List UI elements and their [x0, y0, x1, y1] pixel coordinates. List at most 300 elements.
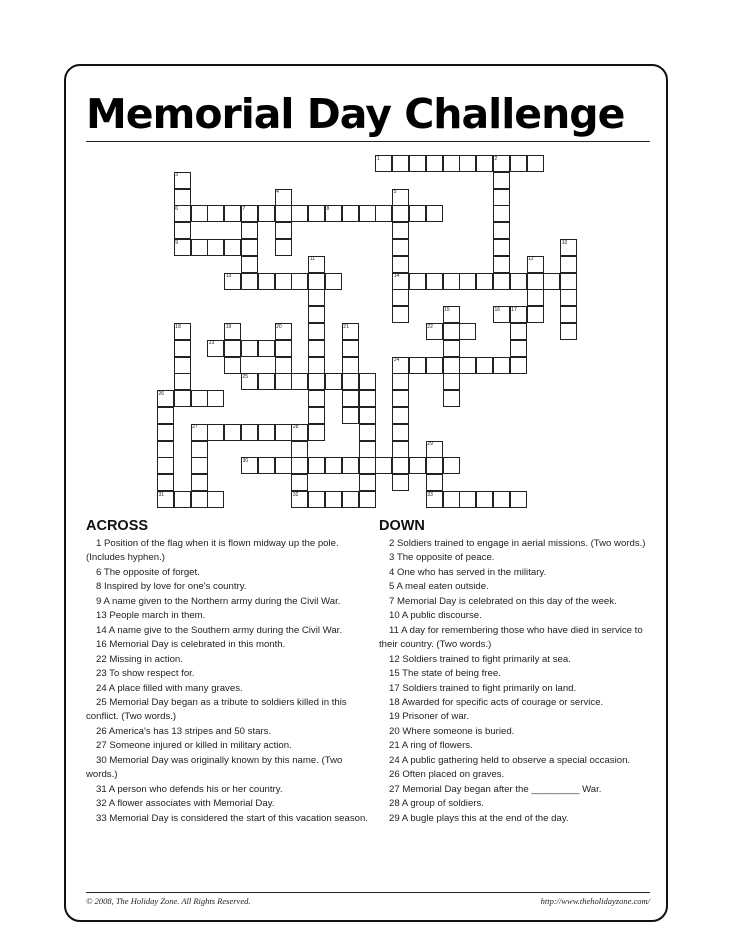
grid-clue-number: 32 [292, 491, 299, 498]
clue-text: Missing in action. [106, 653, 183, 665]
clue-text: The state of being free. [399, 668, 501, 680]
grid-cell [443, 373, 460, 390]
clue-number: 20 [389, 725, 400, 737]
grid-cell [308, 424, 325, 441]
grid-cell [392, 390, 409, 407]
clue-item [379, 797, 655, 811]
grid-clue-number: 2 [494, 155, 498, 162]
clue-number: 23 [96, 668, 107, 680]
grid-cell [527, 155, 544, 172]
grid-cell [359, 424, 376, 441]
grid-cell [342, 407, 359, 424]
grid-cell [291, 474, 308, 491]
grid-clue-number: 16 [494, 306, 501, 313]
grid-cell [510, 491, 527, 508]
clue-number: 32 [96, 798, 107, 810]
grid-cell [207, 491, 224, 508]
grid-cell [241, 273, 258, 290]
grid-cell [493, 205, 510, 222]
clue-text: Position of the flag when it is flown midway up the pole. (Includes hyphen.) [86, 538, 339, 564]
grid-cell [359, 441, 376, 458]
grid-cell [392, 373, 409, 390]
clue-item [379, 595, 655, 609]
clue-item [379, 739, 655, 753]
grid-cell [291, 373, 308, 390]
grid-cell [459, 155, 476, 172]
grid-cell [560, 323, 577, 340]
grid-cell [443, 357, 460, 374]
clue-text: A place filled with many graves. [106, 682, 243, 694]
grid-cell [275, 340, 292, 357]
clue-text: Memorial Day is considered the start of this vacation season. [106, 812, 368, 824]
clue-number: 12 [389, 653, 400, 665]
grid-clue-number: 14 [393, 273, 400, 280]
grid-cell [493, 357, 510, 374]
page-title: Memorial Day Challenge [86, 90, 625, 138]
grid-cell [359, 205, 376, 222]
grid-cell [392, 441, 409, 458]
grid-cell [560, 273, 577, 290]
grid-cell [325, 457, 342, 474]
clue-text: A flower associates with Memorial Day. [106, 798, 275, 810]
clue-item [86, 609, 368, 623]
grid-cell [174, 222, 191, 239]
grid-cell [510, 357, 527, 374]
clue-item [379, 537, 655, 551]
grid-cell [493, 222, 510, 239]
grid-cell [476, 357, 493, 374]
grid-cell [275, 357, 292, 374]
grid-cell [342, 357, 359, 374]
clue-number: 7 [389, 595, 395, 607]
grid-cell [191, 474, 208, 491]
clue-number: 27 [96, 740, 107, 752]
clue-item [379, 783, 655, 797]
grid-cell [510, 340, 527, 357]
grid-cell [308, 373, 325, 390]
grid-cell [392, 457, 409, 474]
grid-cell [342, 491, 359, 508]
grid-cell [392, 222, 409, 239]
grid-cell [157, 424, 174, 441]
clue-text: Soldiers trained to engage in aerial missions. (Two words.) [394, 538, 646, 549]
grid-cell [476, 273, 493, 290]
clue-item [379, 682, 655, 696]
grid-clue-number: 10 [561, 239, 568, 246]
grid-clue-number: 22 [427, 323, 433, 330]
clue-item [86, 739, 368, 753]
clue-number: 33 [96, 812, 107, 824]
clue-item [379, 710, 655, 724]
clue-number: 26 [96, 725, 107, 737]
clue-number: 27 [389, 783, 400, 795]
clue-text: A meal eaten outside. [394, 581, 489, 593]
grid-cell [392, 407, 409, 424]
grid-cell [174, 357, 191, 374]
grid-cell [443, 340, 460, 357]
grid-cell [510, 155, 527, 172]
clue-item [86, 754, 368, 783]
grid-cell [426, 205, 443, 222]
clue-number: 2 [389, 538, 395, 549]
grid-cell [459, 323, 476, 340]
across-heading: ACROSS [86, 518, 149, 534]
clue-number: 21 [389, 740, 400, 752]
grid-clue-number: 24 [393, 357, 400, 364]
grid-cell [291, 457, 308, 474]
grid-cell [325, 273, 342, 290]
clue-number: 29 [389, 812, 400, 824]
clue-number: 6 [96, 566, 102, 578]
grid-cell [392, 256, 409, 273]
grid-cell [426, 155, 443, 172]
grid-cell [510, 323, 527, 340]
clue-text: The opposite of forget. [101, 566, 200, 578]
grid-clue-number: 25 [242, 373, 249, 380]
clue-text: Memorial Day began as a tribute to soldiers killed in this conflict. (Two words.) [86, 696, 347, 723]
clue-number: 3 [389, 552, 395, 564]
clue-item [379, 696, 655, 710]
grid-cell [258, 273, 275, 290]
grid-cell [241, 239, 258, 256]
grid-cell [342, 340, 359, 357]
grid-cell [359, 474, 376, 491]
grid-cell [308, 491, 325, 508]
clue-number: 26 [389, 769, 400, 781]
grid-cell [275, 239, 292, 256]
down-clue-list [379, 537, 655, 826]
grid-cell [476, 491, 493, 508]
grid-cell [308, 273, 325, 290]
grid-cell [493, 172, 510, 189]
grid-cell [224, 205, 241, 222]
clue-text: Soldiers trained to fight primarily at sea. [399, 653, 571, 665]
grid-cell [224, 239, 241, 256]
clue-number: 17 [389, 682, 400, 694]
grid-clue-number: 12 [528, 256, 534, 263]
grid-cell [291, 273, 308, 290]
grid-clue-number: 6 [175, 205, 179, 212]
grid-cell [207, 424, 224, 441]
grid-clue-number: 27 [192, 424, 198, 431]
grid-clue-number: 33 [427, 491, 433, 498]
grid-cell [493, 239, 510, 256]
grid-clue-number: 23 [208, 340, 215, 347]
clue-item [379, 551, 655, 565]
clue-item [86, 725, 368, 739]
clue-item [86, 812, 368, 826]
grid-cell [375, 457, 392, 474]
grid-cell [308, 390, 325, 407]
grid-cell [258, 457, 275, 474]
grid-cell [476, 155, 493, 172]
grid-cell [275, 205, 292, 222]
clue-number: 10 [389, 610, 400, 622]
grid-cell [459, 273, 476, 290]
clue-text: Someone injured or killed in military action. [106, 740, 292, 752]
clue-number: 1 [96, 538, 102, 549]
grid-cell [308, 457, 325, 474]
grid-cell [493, 189, 510, 206]
clue-number: 15 [389, 668, 400, 680]
grid-clue-number: 28 [292, 424, 299, 431]
clue-text: Where someone is buried. [399, 725, 515, 737]
grid-clue-number: 17 [511, 306, 517, 313]
clue-item [86, 580, 368, 594]
clue-text: A ring of flowers. [399, 740, 473, 752]
grid-clue-number: 13 [225, 273, 232, 280]
grid-cell [527, 273, 544, 290]
clue-item [379, 624, 655, 653]
clue-item [86, 595, 368, 609]
grid-cell [443, 457, 460, 474]
grid-clue-number: 30 [242, 457, 249, 464]
grid-cell [560, 289, 577, 306]
clue-number: 25 [96, 696, 107, 708]
grid-cell [325, 373, 342, 390]
grid-cell [157, 441, 174, 458]
copyright-text: © 2008, The Holiday Zone. All Rights Reserved. [86, 896, 251, 906]
grid-cell [258, 340, 275, 357]
grid-cell [392, 239, 409, 256]
grid-cell [493, 273, 510, 290]
grid-cell [459, 491, 476, 508]
grid-cell [207, 239, 224, 256]
clue-number: 31 [96, 783, 107, 795]
grid-clue-number: 26 [158, 390, 165, 397]
grid-cell [493, 491, 510, 508]
grid-cell [241, 340, 258, 357]
grid-cell [426, 357, 443, 374]
footer-divider [86, 892, 650, 893]
grid-cell [409, 457, 426, 474]
grid-cell [224, 424, 241, 441]
grid-cell [157, 407, 174, 424]
grid-clue-number: 15 [444, 306, 450, 313]
grid-clue-number: 31 [158, 491, 165, 498]
title-divider [86, 141, 650, 142]
grid-cell [342, 205, 359, 222]
grid-cell [224, 357, 241, 374]
grid-clue-number: 9 [175, 239, 179, 246]
grid-clue-number: 4 [276, 189, 279, 196]
clue-text: Often placed on graves. [399, 769, 505, 781]
grid-clue-number: 21 [343, 323, 349, 330]
grid-clue-number: 8 [326, 205, 330, 212]
clue-text: Memorial Day is celebrated in this month. [106, 639, 286, 651]
grid-cell [359, 457, 376, 474]
grid-cell [426, 457, 443, 474]
down-heading: DOWN [379, 518, 425, 534]
grid-cell [392, 306, 409, 323]
grid-cell [392, 205, 409, 222]
grid-clue-number: 29 [427, 441, 433, 448]
grid-cell [308, 340, 325, 357]
clue-number: 8 [96, 581, 102, 593]
clue-text: The opposite of peace. [394, 552, 495, 564]
grid-cell [157, 457, 174, 474]
clue-number: 24 [96, 682, 107, 694]
grid-cell [560, 256, 577, 273]
clue-item [379, 609, 655, 623]
clue-text: Memorial Day began after the _________ War. [399, 783, 602, 795]
grid-cell [191, 457, 208, 474]
grid-cell [191, 390, 208, 407]
clue-number: 14 [96, 624, 107, 636]
clue-item [86, 653, 368, 667]
clue-text: A name given to the Northern army during the Civil War. [101, 595, 341, 607]
clue-text: A person who defends his or her country. [106, 783, 283, 795]
grid-cell [459, 357, 476, 374]
clue-text: Inspired by love for one's country. [101, 581, 247, 593]
clue-text: A group of soldiers. [399, 798, 484, 810]
grid-cell [241, 424, 258, 441]
grid-cell [308, 357, 325, 374]
grid-cell [308, 407, 325, 424]
clue-item [379, 725, 655, 739]
grid-cell [359, 373, 376, 390]
grid-cell [308, 289, 325, 306]
clue-item [379, 566, 655, 580]
clue-item [86, 624, 368, 638]
grid-cell [258, 373, 275, 390]
clue-text: A public discourse. [399, 610, 482, 622]
grid-cell [174, 340, 191, 357]
grid-cell [258, 205, 275, 222]
grid-cell [275, 273, 292, 290]
grid-cell [426, 273, 443, 290]
grid-cell [392, 289, 409, 306]
clue-item [379, 754, 655, 768]
clue-text: A bugle plays this at the end of the day. [399, 812, 569, 824]
grid-cell [191, 491, 208, 508]
grid-clue-number: 3 [175, 172, 179, 179]
clue-text: Awarded for specific acts of courage or service. [399, 696, 604, 708]
grid-cell [191, 441, 208, 458]
grid-cell [342, 457, 359, 474]
clue-number: 18 [389, 696, 400, 708]
grid-cell [342, 390, 359, 407]
grid-cell [241, 256, 258, 273]
clue-text: A public gathering held to observe a special occasion. [399, 754, 631, 766]
grid-cell [510, 273, 527, 290]
grid-cell [275, 373, 292, 390]
grid-cell [325, 491, 342, 508]
grid-clue-number: 19 [225, 323, 232, 330]
grid-cell [375, 205, 392, 222]
footer-url: http://www.theholidayzone.com/ [540, 896, 650, 906]
grid-cell [443, 273, 460, 290]
grid-cell [174, 491, 191, 508]
grid-cell [191, 205, 208, 222]
clue-number: 24 [389, 754, 400, 766]
clue-text: Soldiers trained to fight primarily on land. [399, 682, 577, 694]
grid-cell [392, 424, 409, 441]
grid-cell [258, 424, 275, 441]
clue-text: People march in them. [106, 610, 206, 622]
clue-item [86, 682, 368, 696]
grid-cell [359, 390, 376, 407]
down-clues [379, 518, 655, 826]
clue-item [379, 580, 655, 594]
grid-cell [308, 205, 325, 222]
grid-clue-number: 20 [276, 323, 282, 330]
grid-cell [527, 289, 544, 306]
grid-clue-number: 11 [309, 256, 315, 263]
grid-cell [174, 189, 191, 206]
grid-cell [409, 155, 426, 172]
across-clues [86, 518, 368, 826]
grid-cell [409, 273, 426, 290]
clue-text: To show respect for. [106, 668, 195, 680]
grid-cell [527, 306, 544, 323]
clue-text: America's has 13 stripes and 50 stars. [106, 725, 272, 737]
clue-text: Memorial Day was originally known by this name. (Two words.) [86, 754, 343, 781]
grid-cell [359, 407, 376, 424]
clue-item [379, 667, 655, 681]
clue-number: 19 [389, 711, 400, 723]
clue-item [86, 566, 368, 580]
grid-clue-number: 5 [393, 189, 397, 196]
grid-cell [443, 323, 460, 340]
grid-cell [275, 424, 292, 441]
grid-cell [392, 474, 409, 491]
grid-cell [174, 373, 191, 390]
grid-cell [560, 306, 577, 323]
grid-cell [543, 273, 560, 290]
grid-cell [409, 205, 426, 222]
clue-number: 13 [96, 610, 107, 622]
grid-cell [426, 474, 443, 491]
clue-text: A day for remembering those who have died in service to their country. (Two words.) [379, 624, 643, 651]
grid-cell [443, 390, 460, 407]
grid-cell [359, 491, 376, 508]
grid-clue-number: 1 [376, 155, 380, 162]
grid-cell [443, 491, 460, 508]
grid-cell [191, 239, 208, 256]
grid-cell [308, 306, 325, 323]
clue-text: A name give to the Southern army during the Civil War. [106, 624, 343, 636]
grid-cell [275, 457, 292, 474]
grid-cell [291, 205, 308, 222]
clue-text: Memorial Day is celebrated on this day of the week. [394, 595, 617, 607]
clue-number: 9 [96, 595, 102, 607]
grid-cell [443, 155, 460, 172]
clue-text: One who has served in the military. [394, 566, 547, 578]
clue-item [86, 667, 368, 681]
clue-item [379, 768, 655, 782]
grid-cell [342, 373, 359, 390]
clue-item [86, 783, 368, 797]
grid-cell [308, 323, 325, 340]
grid-cell [493, 256, 510, 273]
clue-item [86, 696, 368, 725]
grid-cell [241, 222, 258, 239]
clue-number: 11 [389, 624, 399, 636]
clue-item [86, 638, 368, 652]
clue-number: 28 [389, 798, 400, 810]
grid-cell [174, 390, 191, 407]
clue-number: 4 [389, 566, 395, 578]
clue-item [86, 537, 368, 566]
clue-number: 22 [96, 653, 107, 665]
grid-cell [291, 441, 308, 458]
clue-item [379, 812, 655, 826]
grid-cell [207, 205, 224, 222]
grid-cell [275, 222, 292, 239]
grid-cell [207, 390, 224, 407]
clue-number: 5 [389, 581, 395, 593]
